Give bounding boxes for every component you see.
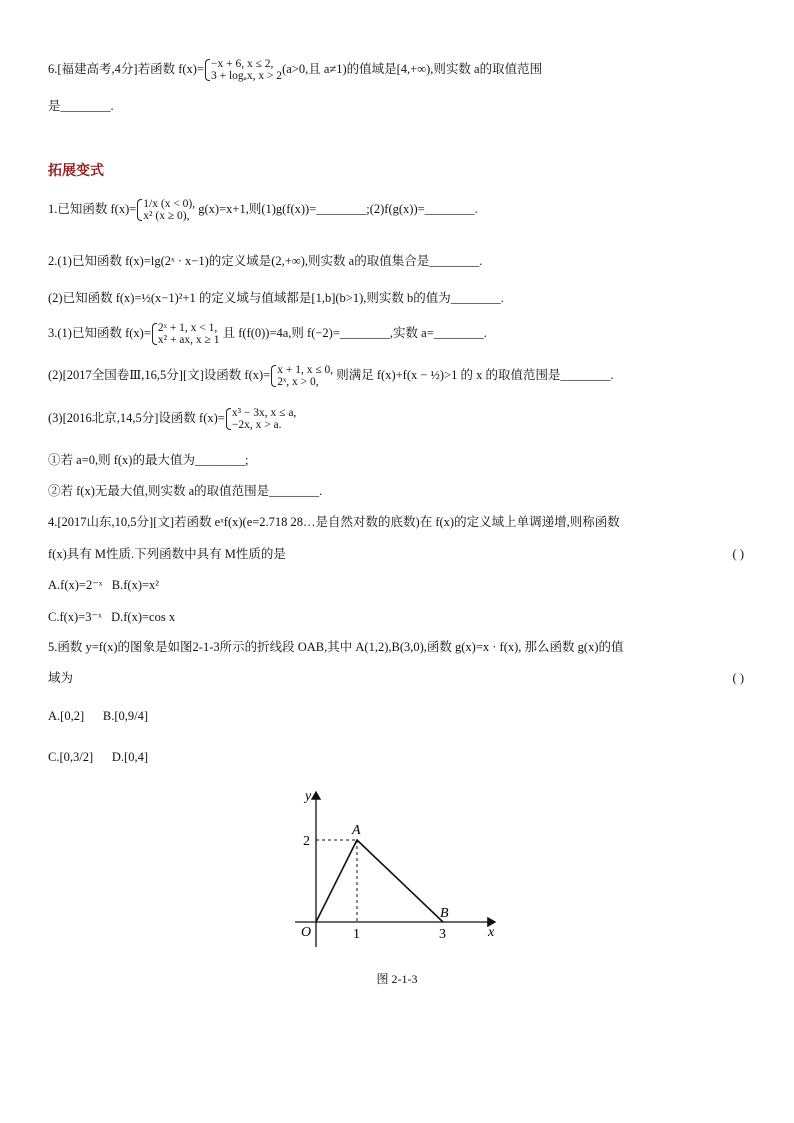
q3-3-case-1: x³ − 3x, x ≤ a,	[231, 407, 297, 419]
question-5-answer-paren: ( )	[732, 671, 744, 685]
q3-2-piecewise	[270, 364, 333, 388]
origin-label: O	[301, 925, 312, 940]
q5-option-d: D.[0,4]	[111, 750, 148, 764]
q5-option-c: C.[0,3/2]	[48, 750, 94, 764]
question-4-options-row-1	[48, 577, 159, 593]
q3-3-prefix: (3)[2016北京,14,5分]设函数 f(x)=	[48, 410, 225, 425]
point-A-label: A	[352, 823, 361, 838]
q4-option-b: B.f(x)=x²	[111, 578, 160, 592]
q4-option-d: D.f(x)=cos x	[111, 610, 176, 624]
q3-2-suffix: 则满足 f(x)+f(x − ½)>1 的 x 的取值范围是________.	[333, 367, 614, 382]
question-5-line-2: 域为	[48, 671, 74, 685]
question-5-options-row-1	[48, 708, 148, 724]
question-1	[48, 198, 478, 222]
question-2-part-1: 2.(1)已知函数 f(x)=lg(2ˣ · x−1)的定义域是(2,+∞),则实数 a的取值集合是________.	[48, 254, 483, 268]
x-axis-label: x	[488, 925, 495, 940]
question-3-part-3	[48, 407, 296, 431]
question-5-options-row-2	[48, 749, 148, 765]
q5-option-b: B.[0,9/4]	[102, 709, 148, 723]
polyline-OAB	[316, 840, 443, 922]
q3-1-piecewise	[151, 322, 220, 346]
q6-case-1: −x + 6, x ≤ 2,	[211, 58, 274, 70]
question-6-line-2: 是________.	[48, 99, 114, 113]
q1-prefix: 1.已知函数 f(x)=	[48, 201, 137, 216]
figure-2-1-3	[285, 782, 505, 957]
question-6-line-1	[48, 58, 542, 82]
figure-caption: 图 2-1-3	[376, 972, 418, 986]
q4-option-c: C.f(x)=3⁻ˣ	[48, 610, 102, 624]
q1-case-2: x² (x ≥ 0),	[143, 210, 190, 222]
x-tick-3: 3	[439, 927, 446, 942]
q3-3-case-2: −2x, x > a.	[231, 419, 282, 431]
q6-prefix: 6.[福建高考,4分]若函数 f(x)=	[48, 61, 204, 76]
question-4-line-2: f(x)具有 M性质.下列函数中具有 M性质的是	[48, 547, 286, 561]
question-5-line-1: 5.函数 y=f(x)的图象是如图2-1-3所示的折线段 OAB,其中 A(1,2),B(3,0),函数 g(x)=x · f(x), 那么函数 g(x)的值	[48, 640, 624, 654]
question-4-options-row-2	[48, 609, 175, 625]
q3-1-suffix: 且 f(f(0))=4a,则 f(−2)=________,实数 a=________.	[219, 325, 487, 340]
section-title: 拓展变式	[48, 163, 104, 179]
question-4-answer-paren: ( )	[732, 547, 744, 561]
question-3-part-1	[48, 322, 487, 346]
q1-case-1: 1/x (x < 0),	[143, 198, 196, 210]
x-tick-1: 1	[353, 927, 360, 942]
q6-case-2: 3 + logₐx, x > 2	[211, 70, 283, 82]
q5-option-a: A.[0,2]	[48, 709, 85, 723]
q3-2-prefix: (2)[2017全国卷Ⅲ,16,5分][文]设函数 f(x)=	[48, 367, 271, 382]
q1-suffix: g(x)=x+1,则(1)g(f(x))=________;(2)f(g(x))=________.	[195, 201, 478, 216]
q3-1-prefix: 3.(1)已知函数 f(x)=	[48, 325, 151, 340]
q1-piecewise	[136, 198, 195, 222]
q3-2-case-2: 2ˣ, x > 0,	[277, 376, 319, 388]
q3-2-case-1: x + 1, x ≤ 0,	[277, 364, 334, 376]
question-3-part-3b: ②若 f(x)无最大值,则实数 a的取值范围是________.	[48, 484, 323, 498]
q6-suffix: (a>0,且 a≠1)的值域是[4,+∞),则实数 a的取值范围	[282, 61, 543, 76]
point-B-label: B	[440, 906, 449, 921]
y-axis-label: y	[305, 789, 312, 804]
q4-option-a: A.f(x)=2⁻ˣ	[48, 578, 103, 592]
y-tick-2: 2	[303, 834, 310, 849]
question-3-part-2	[48, 364, 614, 388]
question-2-part-2: (2)已知函数 f(x)=½(x−1)²+1 的定义域与值域都是[1,b](b>1),则实数 b的值为________.	[48, 291, 504, 305]
question-4-line-1: 4.[2017山东,10,5分][文]若函数 eˣf(x)(e=2.718 28…是自然对数的底数)在 f(x)的定义域上单调递增,则称函数	[48, 515, 620, 529]
q3-3-piecewise	[225, 407, 296, 431]
q6-piecewise	[204, 58, 282, 82]
q3-1-case-2: x² + ax, x ≥ 1	[157, 334, 220, 346]
q3-1-case-1: 2ˣ + 1, x < 1,	[157, 322, 218, 334]
question-3-part-3a: ①若 a=0,则 f(x)的最大值为________;	[48, 453, 249, 467]
